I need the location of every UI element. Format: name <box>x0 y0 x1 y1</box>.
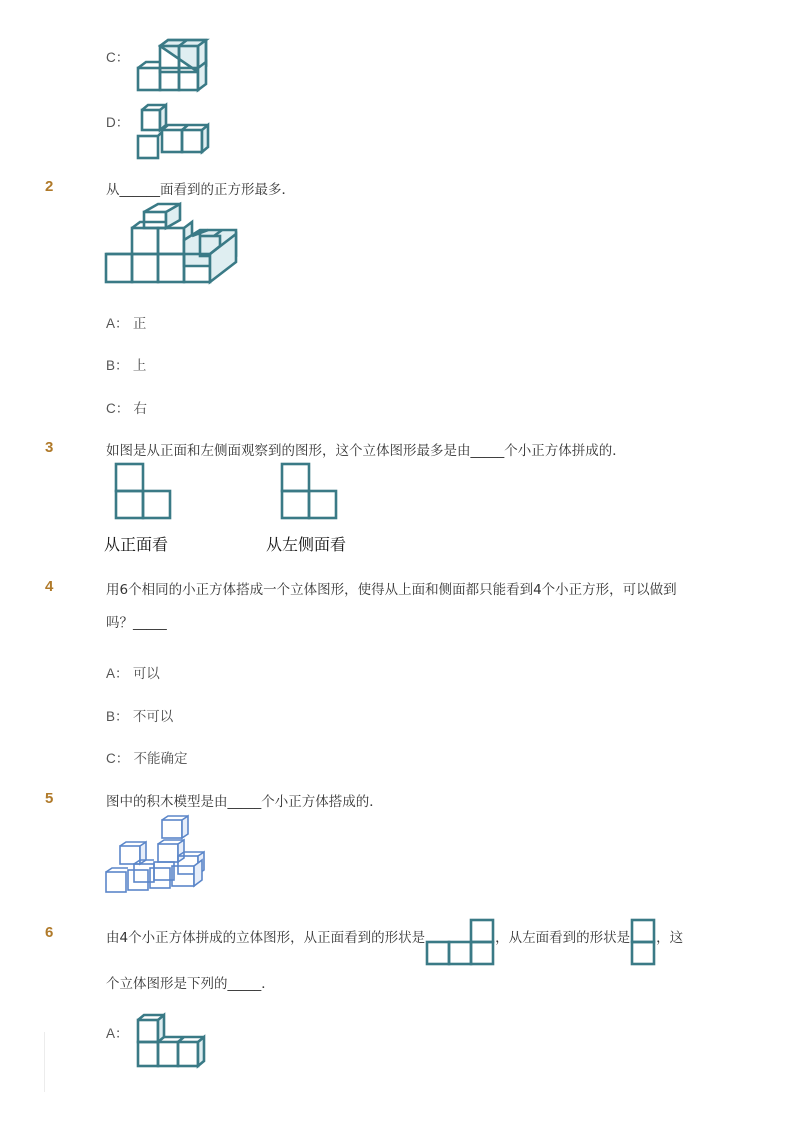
q6-left-view-shape <box>630 919 656 965</box>
front-view-figure <box>114 462 174 522</box>
question-6-text-line2: 个立体图形是下列的_____． <box>106 976 275 992</box>
cube-figure-q6-option-a <box>136 1012 208 1070</box>
question-number-4: 4 <box>45 578 54 595</box>
question-4-text-line2: 吗？_____ <box>106 615 167 631</box>
question-3-text: 如图是从正面和左侧面观察到的图形，这个立体图形最多是由_____个小正方体拼成的． <box>106 443 626 459</box>
question-5-text: 图中的积木模型是由_____个小正方体搭成的． <box>106 794 383 810</box>
q6-front-view-shape <box>425 919 495 965</box>
block-model-figure <box>104 814 212 896</box>
question-number-5: 5 <box>45 790 54 807</box>
left-side-view-figure <box>280 462 340 522</box>
question-2-text: 从______面看到的正方形最多． <box>106 182 295 198</box>
q4-option-c[interactable]: C： 不能确定 <box>106 751 188 767</box>
question-number-2: 2 <box>45 178 54 195</box>
question-number-6: 6 <box>45 924 54 941</box>
q2-option-b[interactable]: B： 上 <box>106 358 147 374</box>
q4-option-b[interactable]: B： 不可以 <box>106 709 174 725</box>
question-4-text-line1: 用6个相同的小正方体搭成一个立体图形，使得从上面和侧面都只能看到4个小正方形，可以做到 <box>106 582 677 598</box>
q2-option-a[interactable]: A： 正 <box>106 316 147 332</box>
cube-figure-option-c <box>136 38 211 94</box>
cube-figure-q2 <box>104 200 240 286</box>
option-d-prev[interactable]: D： <box>106 115 130 130</box>
front-view-label: 从正面看 <box>104 535 169 554</box>
option-c-prev[interactable]: C： <box>106 50 130 65</box>
question-6-text-line1: 由4个小正方体拼成的立体图形，从正面看到的形状是 ，从左面看到的形状是 ，这 <box>106 915 683 961</box>
q4-option-a[interactable]: A： 可以 <box>106 666 160 682</box>
cube-figure-option-d <box>136 102 211 160</box>
q6-option-a[interactable]: A： <box>106 1026 129 1041</box>
left-divider <box>44 1032 45 1092</box>
left-side-view-label: 从左侧面看 <box>266 535 347 554</box>
question-number-3: 3 <box>45 439 54 456</box>
q2-option-c[interactable]: C： 右 <box>106 401 148 417</box>
